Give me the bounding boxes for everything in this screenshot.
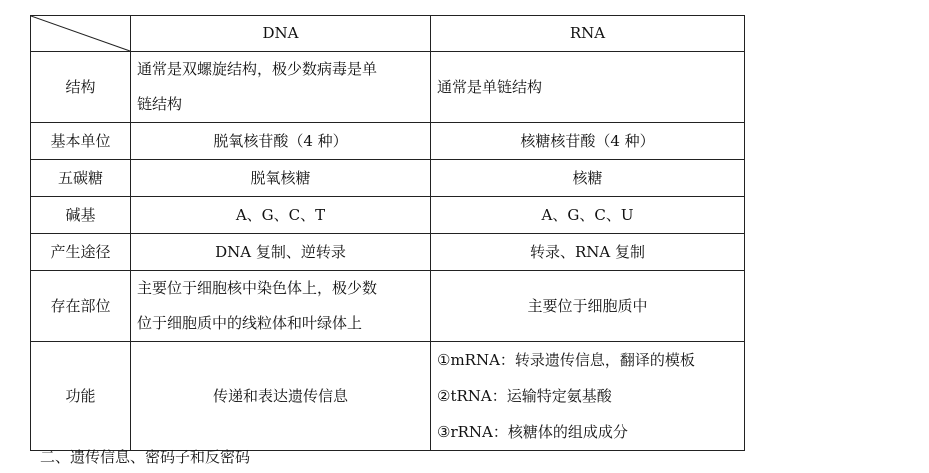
diagonal-line <box>31 16 130 51</box>
header-dna: DNA <box>131 16 431 52</box>
dna-location <box>131 271 431 342</box>
row-structure <box>31 52 745 123</box>
dna-sugar: 脱氧核糖 <box>131 160 431 197</box>
dna-location-line-2: 位于细胞质中的线粒体和叶绿体上 <box>137 314 363 332</box>
rna-structure: 通常是单链结构 <box>431 52 745 123</box>
label-base: 碱基 <box>31 197 131 234</box>
dna-structure-line-2: 链结构 <box>137 95 183 113</box>
rna-base: A、G、C、U <box>431 197 745 234</box>
dna-structure-line-1: 通常是双螺旋结构，极少数病毒是单 <box>137 60 378 78</box>
row-origin <box>31 234 745 271</box>
row-base <box>31 197 745 234</box>
rna-function-line-2: ②tRNA：运输特定氨基酸 <box>437 387 612 405</box>
dna-location-line-1: 主要位于细胞核中染色体上，极少数 <box>137 279 378 297</box>
rna-unit: 核糖核苷酸（4 种） <box>431 123 745 160</box>
row-location <box>31 271 745 342</box>
dna-function: 传递和表达遗传信息 <box>131 342 431 451</box>
row-unit <box>31 123 745 160</box>
rna-sugar: 核糖 <box>431 160 745 197</box>
label-sugar: 五碳糖 <box>31 160 131 197</box>
rna-location: 主要位于细胞质中 <box>431 271 745 342</box>
label-origin: 产生途径 <box>31 234 131 271</box>
header-rna: RNA <box>431 16 745 52</box>
dna-unit: 脱氧核苷酸（4 种） <box>131 123 431 160</box>
diagonal-corner-cell <box>31 16 131 52</box>
dna-origin: DNA 复制、逆转录 <box>131 234 431 271</box>
rna-origin: 转录、RNA 复制 <box>431 234 745 271</box>
row-function <box>31 342 745 451</box>
section-heading: 二、遗传信息、密码子和反密码 <box>40 448 251 466</box>
dna-rna-comparison-table <box>30 15 745 451</box>
label-function: 功能 <box>31 342 131 451</box>
header-row <box>31 16 745 52</box>
label-unit: 基本单位 <box>31 123 131 160</box>
rna-function-line-1: ①mRNA：转录遗传信息，翻译的模板 <box>437 351 695 369</box>
rna-function <box>431 342 745 451</box>
rna-function-line-3: ③rRNA：核糖体的组成成分 <box>437 423 628 441</box>
label-structure: 结构 <box>31 52 131 123</box>
row-sugar <box>31 160 745 197</box>
dna-structure <box>131 52 431 123</box>
dna-base: A、G、C、T <box>131 197 431 234</box>
label-location: 存在部位 <box>31 271 131 342</box>
